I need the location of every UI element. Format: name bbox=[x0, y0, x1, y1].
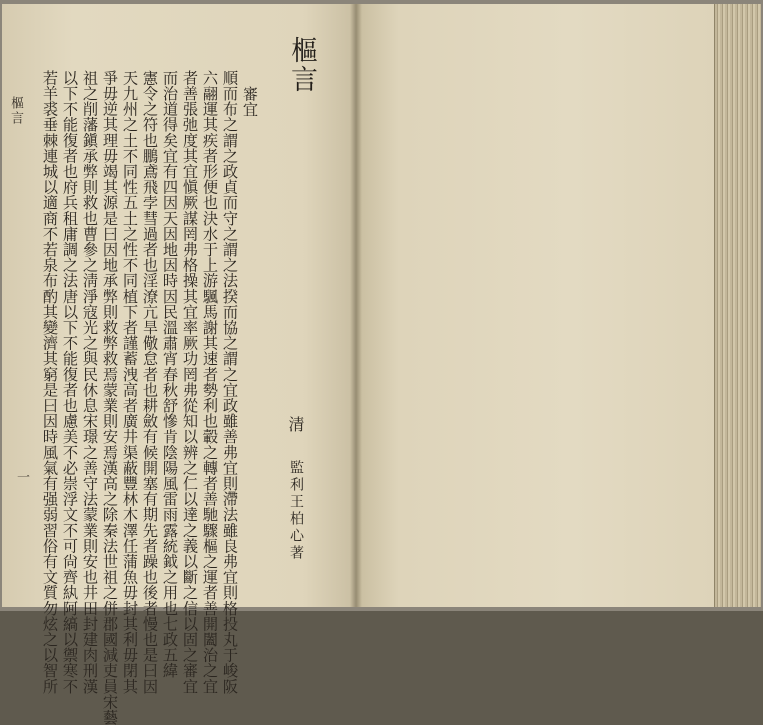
text-column: 憲令之符也鵬鳶飛孛彗過者也淫潦亢旱儆怠者也耕斂有候開塞有期先者躁也後者慢也是曰因 bbox=[141, 70, 159, 694]
text-column: 者善張弛度其宜愼厥謀罔弗格操其宜率厥功罔弗從知以辨之仁以達之義以斷之信以固之審宜 bbox=[181, 70, 199, 694]
right-page bbox=[356, 4, 714, 607]
page-edges bbox=[714, 4, 761, 607]
book-gutter bbox=[350, 4, 362, 607]
text-column: 以下不能復者也府兵租庸調之法唐以下不能復者也慮美不必崇浮文不可尙齊紈阿縞以禦寒不 bbox=[61, 70, 79, 694]
author-name: 監利王柏心著 bbox=[288, 460, 304, 562]
chapter-title: 樞言 bbox=[286, 36, 317, 94]
text-column: 順而布之謂之政貞而守之謂之法揆而協之謂之宜政雖善弗宜則滯法雖良弗宜則格投丸于峻阪 bbox=[221, 70, 239, 694]
body-text bbox=[40, 70, 260, 725]
page-number: 一 bbox=[14, 470, 29, 483]
text-column: 六翮運其疾者形便也決水于上游颿馬謝其速者勢利也轂之轉者善馳驟樞之運者善開闔治之宜 bbox=[201, 70, 219, 694]
text-column: 爭毋逆其理毋竭其源是曰因地承弊則救弊救焉蒙業則安焉漢高之除秦法世祖之併郡國減吏員宋藝 bbox=[101, 70, 119, 725]
text-column: 天九州之土不同性五土之性不同植下者謹蓄洩高者廣井渠蔽豐林木澤任蒲魚毋封其利毋閉其 bbox=[121, 70, 139, 694]
text-column: 祖之削藩鎭承弊則救也曹參之淸淨寇光之與民休息宋璟之善守法蒙業則安也井田封建肉刑漢 bbox=[81, 70, 99, 694]
margin-title: 樞言 bbox=[8, 96, 23, 126]
text-column: 而治道得矣宜有四因天因地因時因民溫肅宵春秋舒慘肯陰陽風雷雨露統鉞之用也七政五緯 bbox=[161, 70, 179, 679]
author-dynasty: 清 bbox=[286, 416, 305, 432]
section-heading: 審宜 bbox=[241, 86, 259, 118]
text-column: 若羊裘垂棘連城以適商不若泉布酌其變濟其窮是曰因時風氣有强弱習俗有文質勿炫之以智所 bbox=[41, 70, 59, 694]
